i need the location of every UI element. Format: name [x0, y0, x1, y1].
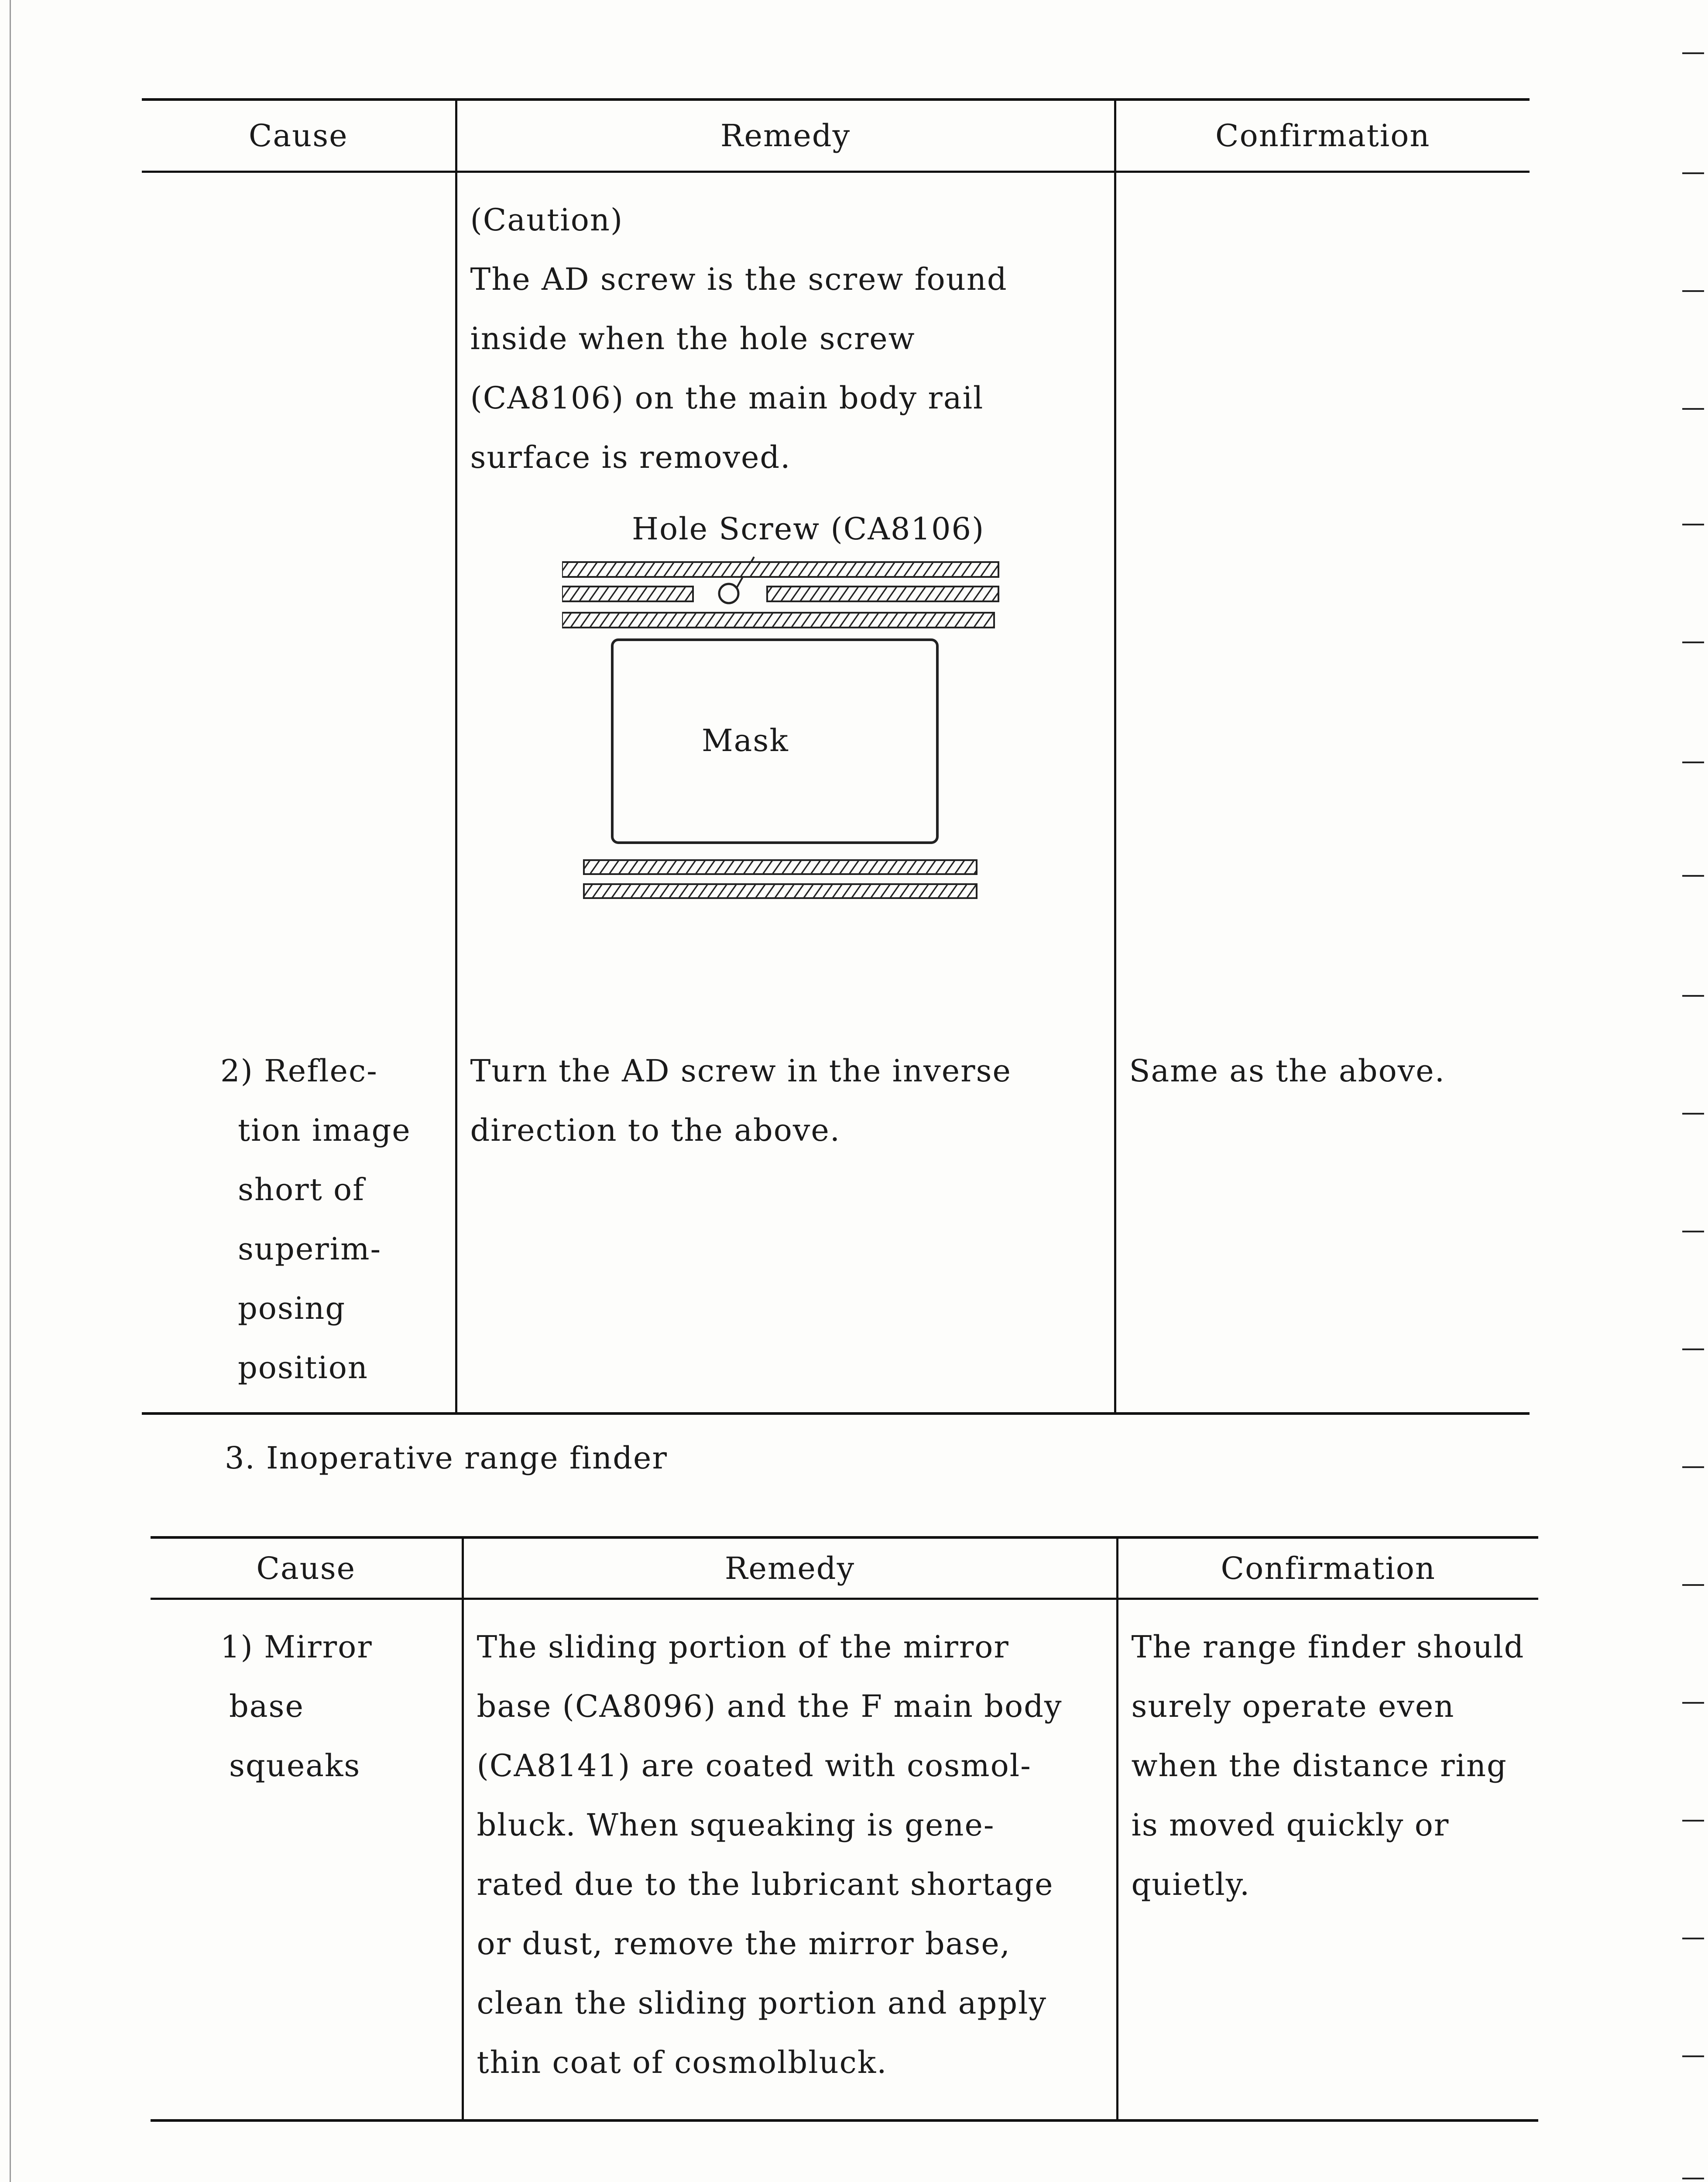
page-edge-mark	[1682, 2055, 1704, 2057]
confirmation-text-line: surely operate even	[1131, 1688, 1455, 1724]
middle-rail-strip	[562, 613, 994, 628]
confirmation-cell-empty	[1115, 172, 1530, 1024]
confirmation-text-line: quietly.	[1131, 1866, 1251, 1902]
remedy-text-line: The sliding portion of the mirror	[477, 1629, 1009, 1665]
table-row	[142, 172, 1530, 1024]
header-cause: Cause	[142, 99, 456, 172]
page-edge-mark	[1682, 172, 1704, 174]
mask-label: Mask	[701, 723, 789, 758]
confirmation-text-line: when the distance ring	[1131, 1748, 1507, 1784]
cause-text-line: 1) Mirror	[220, 1629, 373, 1665]
header-confirmation: Confirmation	[1117, 1537, 1538, 1599]
hole-screw-label: Hole Screw (CA8106)	[631, 511, 984, 547]
confirmation-text-line: is moved quickly or	[1131, 1807, 1450, 1843]
confirmation-text: Same as the above.	[1129, 1053, 1445, 1089]
table-row	[142, 1024, 1530, 1413]
page-edge-mark	[1682, 1113, 1704, 1115]
page-edge-mark	[1682, 1584, 1704, 1586]
cause-text-line: posing	[238, 1290, 346, 1326]
header-cause: Cause	[151, 1537, 463, 1599]
bottom-rail-strip	[584, 884, 977, 898]
cause-text-line: position	[238, 1350, 369, 1386]
page-edge-mark	[1682, 762, 1704, 763]
remedy-text-line: thin coat of cosmolbluck.	[477, 2045, 888, 2080]
hole-screw-symbol	[719, 584, 738, 603]
header-remedy: Remedy	[463, 1537, 1117, 1599]
rail-left-segment	[562, 587, 693, 601]
table-row	[151, 1599, 1538, 2121]
header-confirmation: Confirmation	[1115, 99, 1530, 172]
upper-rail-strip	[562, 562, 998, 577]
cause-cell	[142, 1024, 456, 1413]
confirmation-cell	[1117, 1599, 1538, 2121]
caution-text-line: The AD screw is the screw found	[470, 261, 1008, 297]
caution-text-line: (CA8106) on the main body rail	[470, 380, 984, 416]
remedy-cell	[463, 1599, 1117, 2121]
rail-mask-diagram	[562, 500, 1007, 919]
page-edge-mark	[1682, 1938, 1704, 1939]
page-edge-mark	[1682, 1231, 1704, 1232]
troubleshooting-table-2	[151, 1536, 1538, 2122]
cause-text-line: tion image	[238, 1112, 411, 1148]
remedy-text-line: base (CA8096) and the F main body	[477, 1688, 1063, 1724]
remedy-text-line: (CA8141) are coated with cosmol-	[477, 1748, 1032, 1784]
remedy-text-line: clean the sliding portion and apply	[477, 1985, 1047, 2021]
cause-cell-empty	[142, 172, 456, 1024]
page-edge-mark	[1682, 290, 1704, 292]
binding-edge-line	[10, 0, 11, 2182]
table-header-row	[142, 99, 1530, 172]
remedy-text-line: or dust, remove the mirror base,	[477, 1926, 1011, 1962]
cause-text-line: 2) Reflec-	[220, 1053, 378, 1089]
caution-text-line: surface is removed.	[470, 439, 791, 475]
rail-right-segment	[767, 587, 998, 601]
header-remedy: Remedy	[456, 99, 1115, 172]
remedy-text-line: direction to the above.	[470, 1112, 841, 1148]
page-edge-mark	[1682, 52, 1704, 54]
remedy-text-line: bluck. When squeaking is gene-	[477, 1807, 995, 1843]
remedy-caution-cell	[456, 172, 1115, 1024]
page-edge-mark	[1682, 642, 1704, 643]
cause-text-line: squeaks	[229, 1748, 361, 1784]
cause-text-line: short of	[238, 1172, 365, 1208]
page-edge-mark	[1682, 1820, 1704, 1822]
remedy-text-line: Turn the AD screw in the inverse	[470, 1053, 1012, 1089]
table-header-row	[151, 1537, 1538, 1599]
cause-cell	[151, 1599, 463, 2121]
cause-text-line: base	[229, 1688, 304, 1724]
page-edge-mark	[1682, 408, 1704, 410]
caution-text-line: (Caution)	[470, 202, 624, 238]
lower-rail-strip	[584, 860, 977, 874]
confirmation-text-line: The range finder should	[1131, 1629, 1525, 1665]
page-edge-mark	[1682, 875, 1704, 877]
troubleshooting-table-1	[142, 98, 1530, 1415]
remedy-cell	[456, 1024, 1115, 1413]
page-edge-mark	[1682, 1466, 1704, 1468]
confirmation-cell	[1115, 1024, 1530, 1413]
cause-text-line: superim-	[238, 1231, 382, 1267]
page-edge-mark	[1682, 995, 1704, 997]
page-edge-mark	[1682, 524, 1704, 525]
caution-text-line: inside when the hole screw	[470, 321, 916, 357]
remedy-text-line: rated due to the lubricant shortage	[477, 1866, 1054, 1902]
page-edge-mark	[1682, 1348, 1704, 1350]
section-heading: 3. Inoperative range finder	[225, 1440, 668, 1476]
page-edge-mark	[1682, 1702, 1704, 1704]
page-edge-mark	[1682, 2178, 1704, 2179]
